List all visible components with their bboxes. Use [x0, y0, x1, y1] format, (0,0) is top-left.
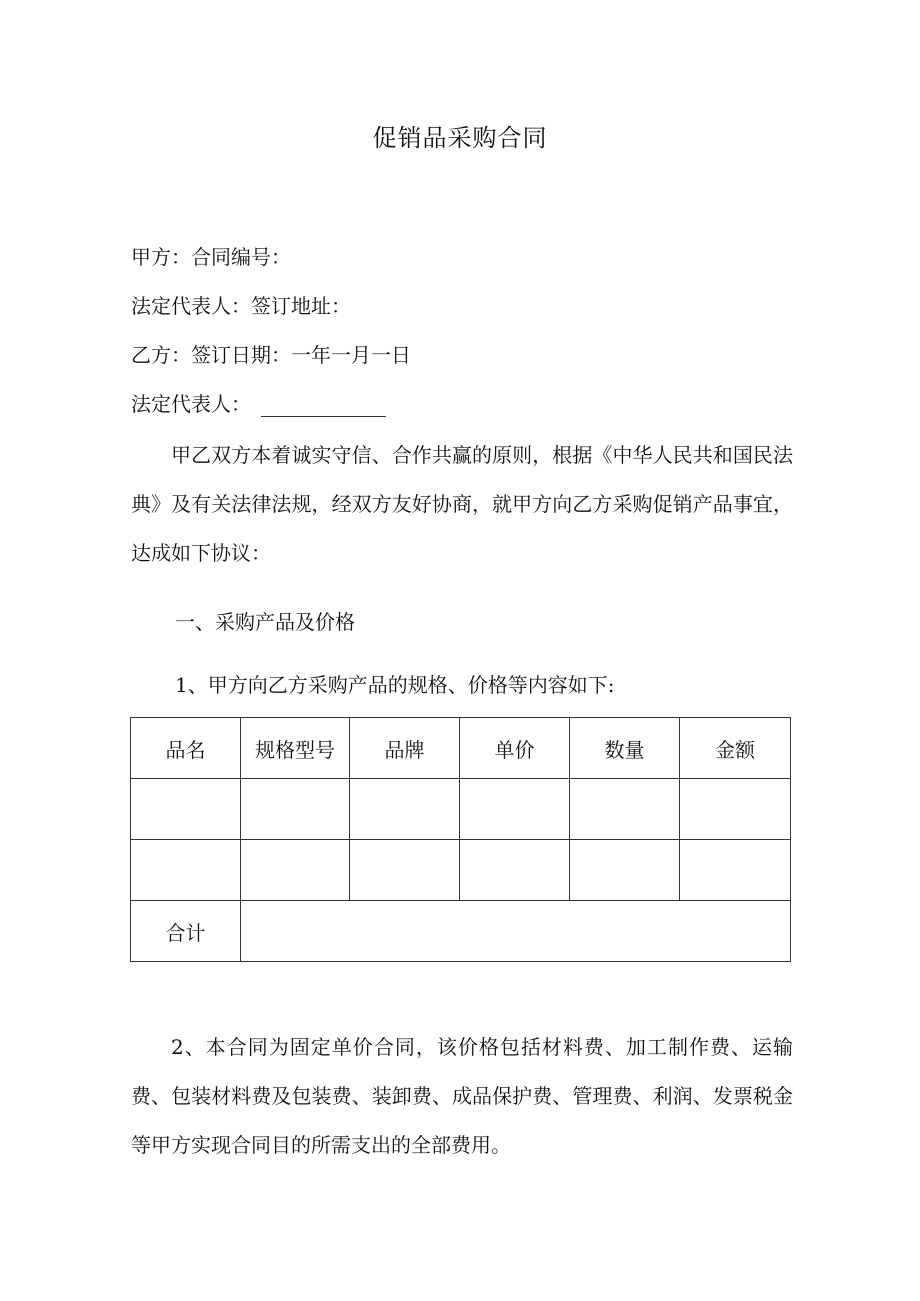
- document-title: 促销品采购合同: [372, 124, 548, 152]
- table-cell: [241, 779, 350, 840]
- table-cell: [570, 779, 680, 840]
- header-amount: 金额: [680, 718, 791, 779]
- header-product-name: 品名: [131, 718, 241, 779]
- clause-2: 2、本合同为固定单价合同，该价格包括材料费、加工制作费、运输费、包装材料费及包装费、装卸费、成品保护费、管理费、利润、发票税金等甲方实现合同目的所需支出的全部费用。: [131, 1035, 793, 1157]
- price-table: [130, 717, 791, 962]
- total-value: [241, 901, 791, 962]
- total-label: 合计: [131, 901, 241, 962]
- table-row: [131, 840, 791, 901]
- table-cell: [680, 840, 791, 901]
- header-spec-model: 规格型号: [241, 718, 350, 779]
- party-a-contract-number: 甲方：合同编号：: [131, 245, 291, 269]
- header-unit-price: 单价: [460, 718, 570, 779]
- header-brand: 品牌: [350, 718, 460, 779]
- table-header-row: [131, 718, 791, 779]
- table-cell: [570, 840, 680, 901]
- header-quantity: 数量: [570, 718, 680, 779]
- table-cell: [131, 840, 241, 901]
- table-total-row: [131, 901, 791, 962]
- legal-rep-line: [131, 388, 386, 417]
- legal-rep-label: 法定代表人：: [131, 392, 251, 416]
- clause-1: 1、甲方向乙方采购产品的规格、价格等内容如下:: [175, 673, 615, 697]
- table-cell: [460, 779, 570, 840]
- table-cell: [350, 840, 460, 901]
- table-cell: [460, 840, 570, 901]
- table-cell: [680, 779, 791, 840]
- section-heading-1: 一、采购产品及价格: [175, 610, 355, 634]
- table-cell: [350, 779, 460, 840]
- table-cell: [131, 779, 241, 840]
- table-cell: [241, 840, 350, 901]
- party-b-signing-date: 乙方：签订日期：一年一月一日: [131, 343, 411, 367]
- preamble-paragraph: 甲乙双方本着诚实守信、合作共赢的原则，根据《中华人民共和国民法典》及有关法律法规，经双方友好协商，就甲方向乙方采购促销产品事宜，达成如下协议：: [131, 443, 793, 565]
- table-row: [131, 779, 791, 840]
- legal-rep-signing-address: 法定代表人：签订地址：: [131, 294, 351, 318]
- signature-blank: [261, 396, 386, 417]
